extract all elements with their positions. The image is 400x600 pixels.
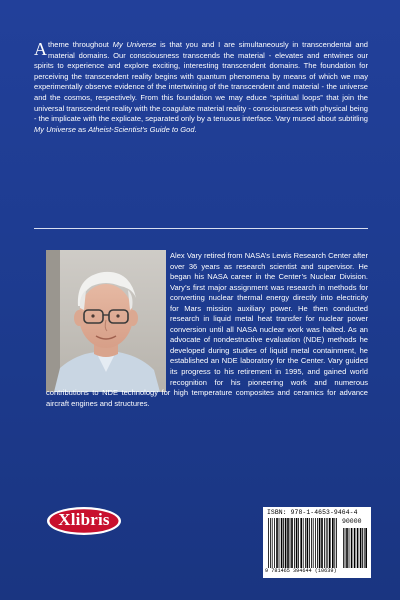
barcode-bar bbox=[336, 518, 337, 568]
barcode-bar bbox=[315, 518, 316, 568]
addon-bar bbox=[349, 528, 350, 568]
isbn-label: ISBN: 978-1-4653-9464-4 bbox=[267, 509, 358, 516]
barcode-bar bbox=[276, 518, 278, 568]
addon-bar bbox=[354, 528, 356, 568]
blurb-text-3: as bbox=[75, 124, 89, 134]
section-divider bbox=[34, 228, 368, 229]
barcode-bar bbox=[268, 518, 269, 568]
barcode-bar bbox=[270, 518, 271, 568]
addon-bar bbox=[343, 528, 344, 568]
barcode-box bbox=[263, 507, 371, 578]
dropcap-letter: A bbox=[34, 39, 47, 59]
addon-bar bbox=[351, 528, 353, 568]
barcode-bar bbox=[274, 518, 275, 568]
barcode-bar bbox=[321, 518, 323, 568]
blurb-title-3: Atheist-Scientist’s Guide to God bbox=[88, 124, 195, 134]
addon-bar bbox=[365, 528, 367, 568]
addon-bar bbox=[357, 528, 359, 568]
blurb-text-2: is that you and I are simultaneously in transcendental and material domains. Our consciousness transcends the material - elevates and entwines our spirits to experience and explore exciting, interesting transcendent domains. The foundation for perceiving the transcendent reality begins with quantum phenomena by means of which we may experimentally observe evidence of the intertwining of the transcendent and material - the universe and the cosmos, respectively. From this foundation we may educe “spiritual loops” that join the universal transcendent reality with the coagulate material reality - consciousness with physical being - the implicate with the explicate, separated only by a tenuous interface. Vary mused about subtitling bbox=[34, 40, 368, 124]
blurb-text-1: theme throughout bbox=[48, 40, 113, 49]
addon-bar bbox=[360, 528, 362, 568]
addon-bar bbox=[345, 528, 346, 568]
price-code: 90000 bbox=[342, 518, 362, 525]
barcode-bar bbox=[298, 518, 299, 568]
barcode-bar bbox=[272, 518, 273, 568]
barcode-bar bbox=[283, 518, 284, 568]
publisher-logo bbox=[46, 506, 122, 536]
barcode-bar bbox=[309, 518, 310, 568]
blurb-title-1: My Universe bbox=[112, 40, 157, 49]
book-blurb bbox=[34, 40, 368, 135]
barcode-bars bbox=[267, 518, 367, 568]
barcode-bar bbox=[303, 518, 304, 568]
barcode-bar bbox=[326, 518, 327, 568]
barcode-bar bbox=[329, 518, 331, 568]
barcode-bar bbox=[311, 518, 312, 568]
blurb-title-2: My Universe bbox=[34, 124, 76, 134]
barcode-bar bbox=[319, 518, 321, 568]
barcode-bar bbox=[291, 518, 293, 568]
barcode-bar bbox=[294, 518, 295, 568]
addon-bar bbox=[364, 528, 365, 568]
barcode-bar bbox=[300, 518, 302, 568]
barcode-bar bbox=[334, 518, 335, 568]
addon-bar bbox=[362, 528, 363, 568]
barcode-bar bbox=[324, 518, 325, 568]
addon-bar bbox=[346, 528, 348, 568]
publisher-name: Xlibris bbox=[58, 510, 110, 529]
author-bio-text: Alex Vary retired from NASA’s Lewis Research Center after over 36 years as research scientist and supervisor. He began his NASA career in the Center’s Nuclear Division. Vary’s first major assignment was research in methods for converting nuclear thermal energy directly into electricity for Mars mission auxiliary power. He then conducted research in liquid metal heat transfer for nuclear power conversion until all NASA nuclear work was halted. As an advocate of nondestructive evaluation (NDE) methods he developed during studies of liquid metal containment, he established an NDE laboratory for the Center. Vary guided its progress to his retirement in 1995, and gained world recognition for his pioneering work and numerous contributions to NDE technology for high temperature composites and ceramics for advance aircraft engines and structures. bbox=[46, 251, 368, 408]
barcode-bar bbox=[296, 518, 298, 568]
barcode-bar bbox=[290, 518, 291, 568]
barcode-bar bbox=[307, 518, 309, 568]
barcode-bar bbox=[313, 518, 314, 568]
photo-wrap-spacer bbox=[46, 251, 170, 385]
barcode-bar bbox=[287, 518, 289, 568]
barcode-bar bbox=[305, 518, 306, 568]
barcode-digits: 9 781465 394644 (10639) bbox=[265, 568, 337, 574]
author-bio bbox=[46, 251, 368, 409]
barcode-bar bbox=[332, 518, 334, 568]
barcode-bar bbox=[327, 518, 328, 568]
barcode-bar bbox=[279, 518, 280, 568]
barcode-bar bbox=[281, 518, 283, 568]
barcode-bar bbox=[285, 518, 287, 568]
barcode-bar bbox=[317, 518, 318, 568]
blurb-text-4: . bbox=[194, 124, 197, 134]
